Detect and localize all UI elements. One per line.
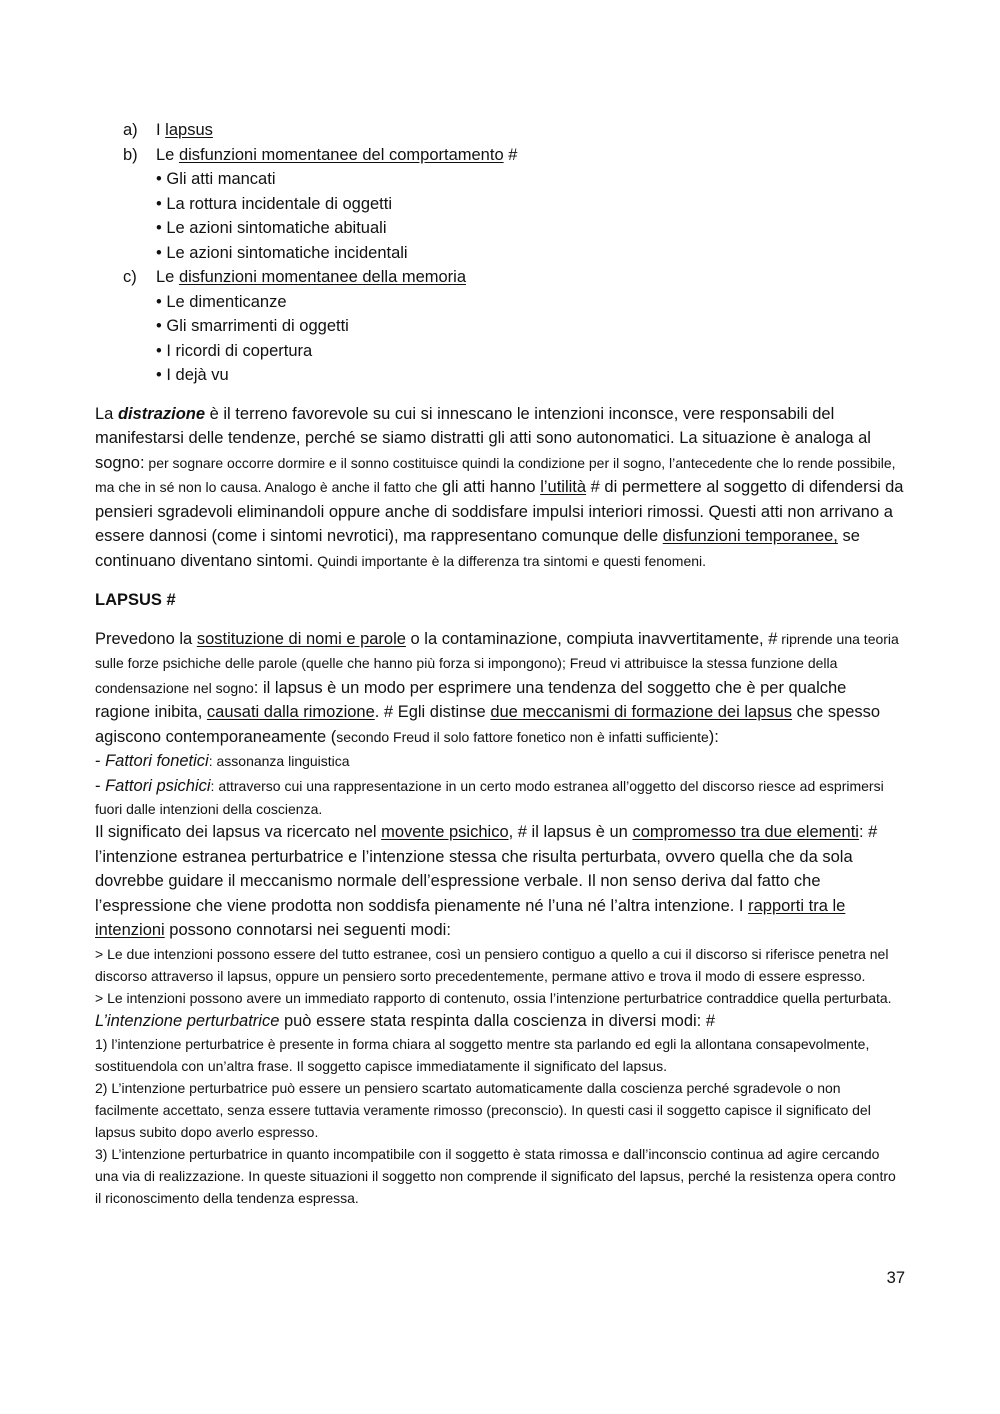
underlined-term: movente psichico (381, 823, 509, 841)
document-page (95, 118, 905, 1209)
list-marker: b) (123, 145, 138, 164)
underlined-term: disfunzioni momentanee del comportamento (178, 145, 504, 164)
underlined-term: sostituzione di nomi e parole (196, 629, 406, 648)
mode-item: 3) L’intenzione perturbatrice in quanto incompatibile con il soggetto è stata rimossa e dall’inconscio continua ad agire cercando una via di realizzazione. In queste situazioni il soggetto non comprende il significato del lapsus, perché la resistenza opera contro il riconoscimento della tendenza espressa. (95, 1146, 896, 1206)
sub-list-item: • Gli smarrimenti di oggetti (156, 317, 349, 335)
underlined-term: rapporti tra le intenzioni (95, 896, 846, 939)
sub-list-item: • I ricordi di copertura (156, 341, 313, 360)
factor-psychic: - Fattori psichici: attraverso cui una rappresentazione in un certo modo estranea all’oggetto del discorso riesce ad esprimersi fuori dalle intenzioni della coscienza. (95, 776, 884, 817)
list-marker: a) (123, 121, 138, 139)
emphasis-term: distrazione (117, 404, 206, 423)
factor-phonetic: - Fattori fonetici: assonanza linguistica (95, 752, 350, 770)
sub-list-item: • I dejà vu (156, 366, 229, 384)
underlined-term: disfunzioni temporanee, (662, 527, 838, 545)
sub-list-item: • La rottura incidentale di oggetti (156, 194, 393, 213)
list-marker: c) (123, 268, 137, 286)
page-number: 37 (886, 1269, 905, 1287)
list-item-c: c) Le disfunzioni momentanee della memoria (95, 265, 905, 290)
underlined-term: due meccanismi di formazione dei lapsus (490, 703, 793, 721)
paragraph-distrazione: La distrazione è il terreno favorevole su cui si innescano le intenzioni inconsce, vere responsabili del manifestarsi delle tendenze, perché se siamo distratti gli atti sono autonomatici. La situazione è analoga al sogno: per sognare occorre dormire e il sonno costituisce quindi la condizione per il sogno, l’antecedente che lo rende possibile, ma che in sé non lo causa. Analogo è anche il fatto che gli atti hanno l’utilità # di permettere al soggetto di difendersi da pensieri sgradevoli eliminandoli oppure anche di soddisfare impulsi interiori rimossi. Questi atti non arrivano a essere dannosi (come i sintomi nevrotici), ma rappresentano comunque delle disfunzioni temporanee, se continuano diventano sintomi. Quindi importante è la differenza tra sintomi e questi fenomeni. (95, 404, 904, 570)
mode-item: 2) L’intenzione perturbatrice può essere un pensiero scartato automaticamente dalla coscienza perché sgradevole o non facilmente accettato, senza essere tuttavia veramente rimosso (preconscio). In questi casi il soggetto capisce il significato del lapsus subito dopo averlo espresso. (95, 1080, 871, 1140)
underlined-term: lapsus (165, 121, 213, 139)
list-item-b: b) Le disfunzioni momentanee del comportamento # (95, 143, 905, 168)
section-heading: LAPSUS # (95, 591, 176, 609)
underlined-term: compromesso tra due elementi (632, 823, 859, 841)
sub-list-item: • Le dimenticanze (156, 292, 287, 311)
emphasis-term: L’intenzione perturbatrice (95, 1011, 280, 1030)
underlined-term: causati dalla rimozione (206, 703, 375, 721)
paragraph-perturbatrice: L’intenzione perturbatrice può essere stata respinta dalla coscienza in diversi modi: # (95, 1011, 716, 1030)
list-item-a: a) I lapsus (95, 118, 905, 143)
mode-item: 1) l’intenzione perturbatrice è presente in forma chiara al soggetto mentre sta parlando ed egli la allontana consapevolmente, sostituendola con un’altra frase. Il soggetto capisce immediatamente il significato del lapsus. (95, 1036, 870, 1074)
outline-list (95, 118, 905, 388)
sub-list-item: • Gli atti mancati (156, 170, 276, 188)
sub-list-item: • Le azioni sintomatiche abituali (156, 219, 387, 237)
paragraph-lapsus-intro: Prevedono la sostituzione di nomi e parole o la contaminazione, compiuta inavvertitamente, # riprende una teoria sulle forze psichiche delle parole (quelle che hanno più forza si impongono); Freud vi attribuisce la stessa funzione della condensazione nel sogno: il lapsus è un modo per esprimere una tendenza del soggetto che è per qualche ragione inibita, causati dalla rimozione. # Egli distinse due meccanismi di formazione dei lapsus che spesso agiscono contemporaneamente (secondo Freud il solo fattore fonetico non è infatti sufficiente): (95, 629, 899, 746)
sub-list-item: • Le azioni sintomatiche incidentali (156, 243, 408, 262)
emphasis-term: Fattori fonetici (105, 752, 209, 770)
relation-item: > Le intenzioni possono avere un immediato rapporto di contenuto, ossia l’intenzione perturbatrice contraddice quella perturbata. (95, 989, 892, 1006)
underlined-term: disfunzioni momentanee della memoria (178, 268, 467, 286)
emphasis-term: Fattori psichici (105, 776, 211, 795)
underlined-term: l’utilità (540, 478, 587, 496)
relation-item: > Le due intenzioni possono essere del tutto estranee, così un pensiero contiguo a quello a cui il discorso si riferisce penetra nel discorso attraverso il lapsus, oppure un pensiero sorto precedentemente, permane attivo e trova il modo di essere espresso. (95, 945, 889, 984)
paragraph-meaning: Il significato dei lapsus va ricercato nel movente psichico, # il lapsus è un compromesso tra due elementi: # l’intenzione estranea perturbatrice e l’intenzione stessa che risulta perturbata, ovvero quella che da sola dovrebbe guidare il meccanismo normale dell’espressione verbale. Il non senso deriva dal fatto che l’espressione che viene prodotta non soddisfa pienamente né l’una né l’altra intenzione. I rapporti tra le intenzioni possono connotarsi nei seguenti modi: (95, 823, 878, 939)
